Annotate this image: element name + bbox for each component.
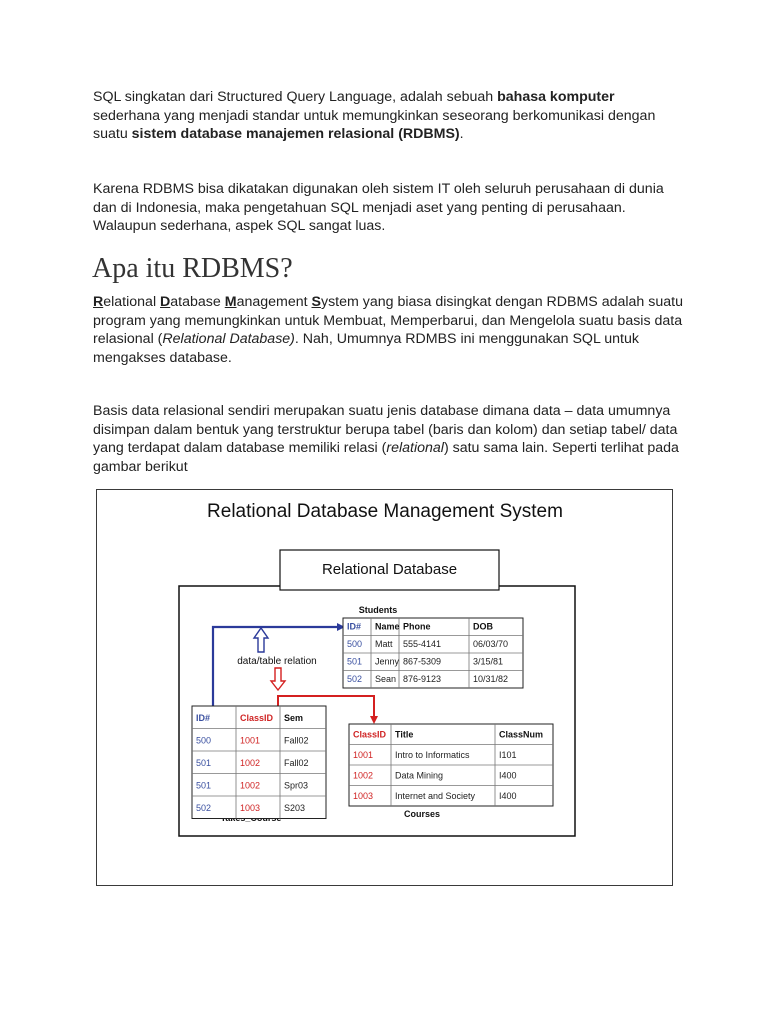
- students-header-cell: Phone: [403, 621, 431, 632]
- takes-course-cell: 502: [196, 802, 212, 813]
- courses-cell: I400: [499, 770, 517, 781]
- acronym-letter-r: R: [93, 294, 104, 310]
- students-cell: 3/15/81: [473, 656, 504, 667]
- acronym-word-d: atabase: [170, 294, 225, 310]
- courses-cell: 1002: [353, 770, 374, 781]
- courses-cell: Internet and Society: [395, 791, 476, 802]
- students-caption: Students: [358, 605, 398, 615]
- takes-course-cell: 500: [196, 735, 212, 746]
- intro-text-1: SQL singkatan dari Structured Query Language, adalah sebuah: [93, 89, 498, 105]
- students-cell: Matt: [375, 639, 393, 650]
- students-cell: 502: [347, 674, 363, 685]
- rdbms-definition-paragraph: [93, 293, 683, 367]
- courses-cell: I101: [499, 750, 517, 761]
- acronym-letter-d: D: [160, 294, 171, 310]
- acronym-letter-s: S: [311, 294, 321, 310]
- courses-header-cell: Title: [395, 729, 414, 740]
- takes-course-header-cell: ID#: [196, 712, 211, 723]
- takes-course-cell: 501: [196, 757, 212, 768]
- takes-course-cell: Spr03: [284, 780, 309, 791]
- courses-header-cell: ClassNum: [499, 729, 544, 740]
- takes-course-cell: 1002: [240, 757, 261, 768]
- takes-course-cell: 1001: [240, 735, 261, 746]
- acronym-word-s: ystem yang biasa disingkat dengan RDBMS adalah suatu program yang memungkinkan untuk Membuat, Memperbarui, dan Mengelola suatu basis data relasional (: [93, 294, 683, 348]
- takes-course-cell: 1002: [240, 780, 261, 791]
- acronym-word-m: anagement: [236, 294, 312, 310]
- red-hollow-arrow: [271, 668, 285, 690]
- students-cell: 501: [347, 656, 363, 667]
- relational-text-1: Basis data relasional sendiri merupakan suatu jenis database dimana data – data umumnya disimpan dalam bentuk yang terstruktur berupa tabel (baris dan kolom) dan setiap tabel/ data yang terdapat dalam database memiliki relasi (: [93, 403, 678, 457]
- courses-cell: I400: [499, 791, 517, 802]
- students-header-cell: ID#: [347, 621, 362, 632]
- students-cell: Sean: [375, 674, 397, 685]
- intro-text-3: .: [459, 126, 464, 143]
- rdbms-diagram: [96, 489, 673, 886]
- section-heading: Apa itu RDBMS?: [92, 253, 293, 284]
- intro-text-2: sederhana yang menjadi standar untuk memungkinkan seseorang berkomunikasi dengan suatu: [93, 107, 656, 143]
- rdbms-usage-paragraph: Karena RDBMS bisa dikatakan digunakan oleh sistem IT oleh seluruh perusahaan di dunia dan di Indonesia, maka pengetahuan SQL menjadi aset yang penting di perusahaan. Walaupun sederhana, aspek SQL sangat luas.: [93, 181, 664, 235]
- rdbms-diagram-svg: [97, 490, 674, 887]
- takes-course-header-cell: ClassID: [240, 712, 274, 723]
- students-cell: 876-9123: [403, 674, 442, 685]
- students-header-cell: DOB: [473, 621, 493, 632]
- takes-course-cell: 501: [196, 780, 212, 791]
- intro-paragraph: [93, 88, 683, 144]
- takes-course-cell: Fall02: [284, 757, 309, 768]
- students-cell: 06/03/70: [473, 639, 509, 650]
- students-cell: 555-4141: [403, 639, 442, 650]
- definition-italic: Relational Database): [162, 331, 295, 348]
- courses-cell: Intro to Informatics: [395, 750, 470, 761]
- courses-cell: 1003: [353, 791, 374, 802]
- diagram-title: Relational Database Management System: [207, 501, 563, 522]
- takes-course-header-cell: Sem: [284, 712, 304, 723]
- courses-caption: Courses: [403, 809, 441, 819]
- takes-course-cell: S203: [284, 802, 306, 813]
- students-cell: 500: [347, 639, 363, 650]
- students-cell: Jenny: [375, 656, 400, 667]
- definition-tail: . Nah, Umumnya RDMBS ini menggunakan SQL untuk mengakses database.: [93, 331, 639, 366]
- relational-paragraph: [93, 402, 683, 476]
- courses-cell: 1001: [353, 750, 374, 761]
- relational-text-2: ) satu sama lain. Seperti terlihat pada gambar berikut: [93, 440, 679, 475]
- courses-table: [349, 724, 553, 806]
- students-cell: 867-5309: [403, 656, 442, 667]
- relational-italic: relational: [386, 440, 444, 457]
- intro-bold-bahasa-komputer: bahasa komputer: [497, 89, 615, 105]
- takes-course-cell: Fall02: [284, 735, 309, 746]
- intro-bold-rdbms: sistem database manajemen relasional (RDBMS): [131, 126, 460, 143]
- courses-cell: Data Mining: [395, 770, 444, 781]
- database-label: Relational Database: [321, 561, 458, 578]
- students-cell: 10/31/82: [473, 674, 509, 685]
- takes-course-cell: 1003: [240, 802, 261, 813]
- students-table: [343, 618, 523, 688]
- acronym-letter-m: M: [224, 294, 237, 310]
- acronym-word-r: elational: [103, 294, 161, 310]
- blue-hollow-arrow: [254, 628, 268, 652]
- relation-label: data/table relation: [237, 656, 317, 667]
- takes-course-table: [192, 706, 326, 819]
- courses-header-cell: ClassID: [353, 729, 387, 740]
- students-header-cell: Name: [375, 621, 400, 632]
